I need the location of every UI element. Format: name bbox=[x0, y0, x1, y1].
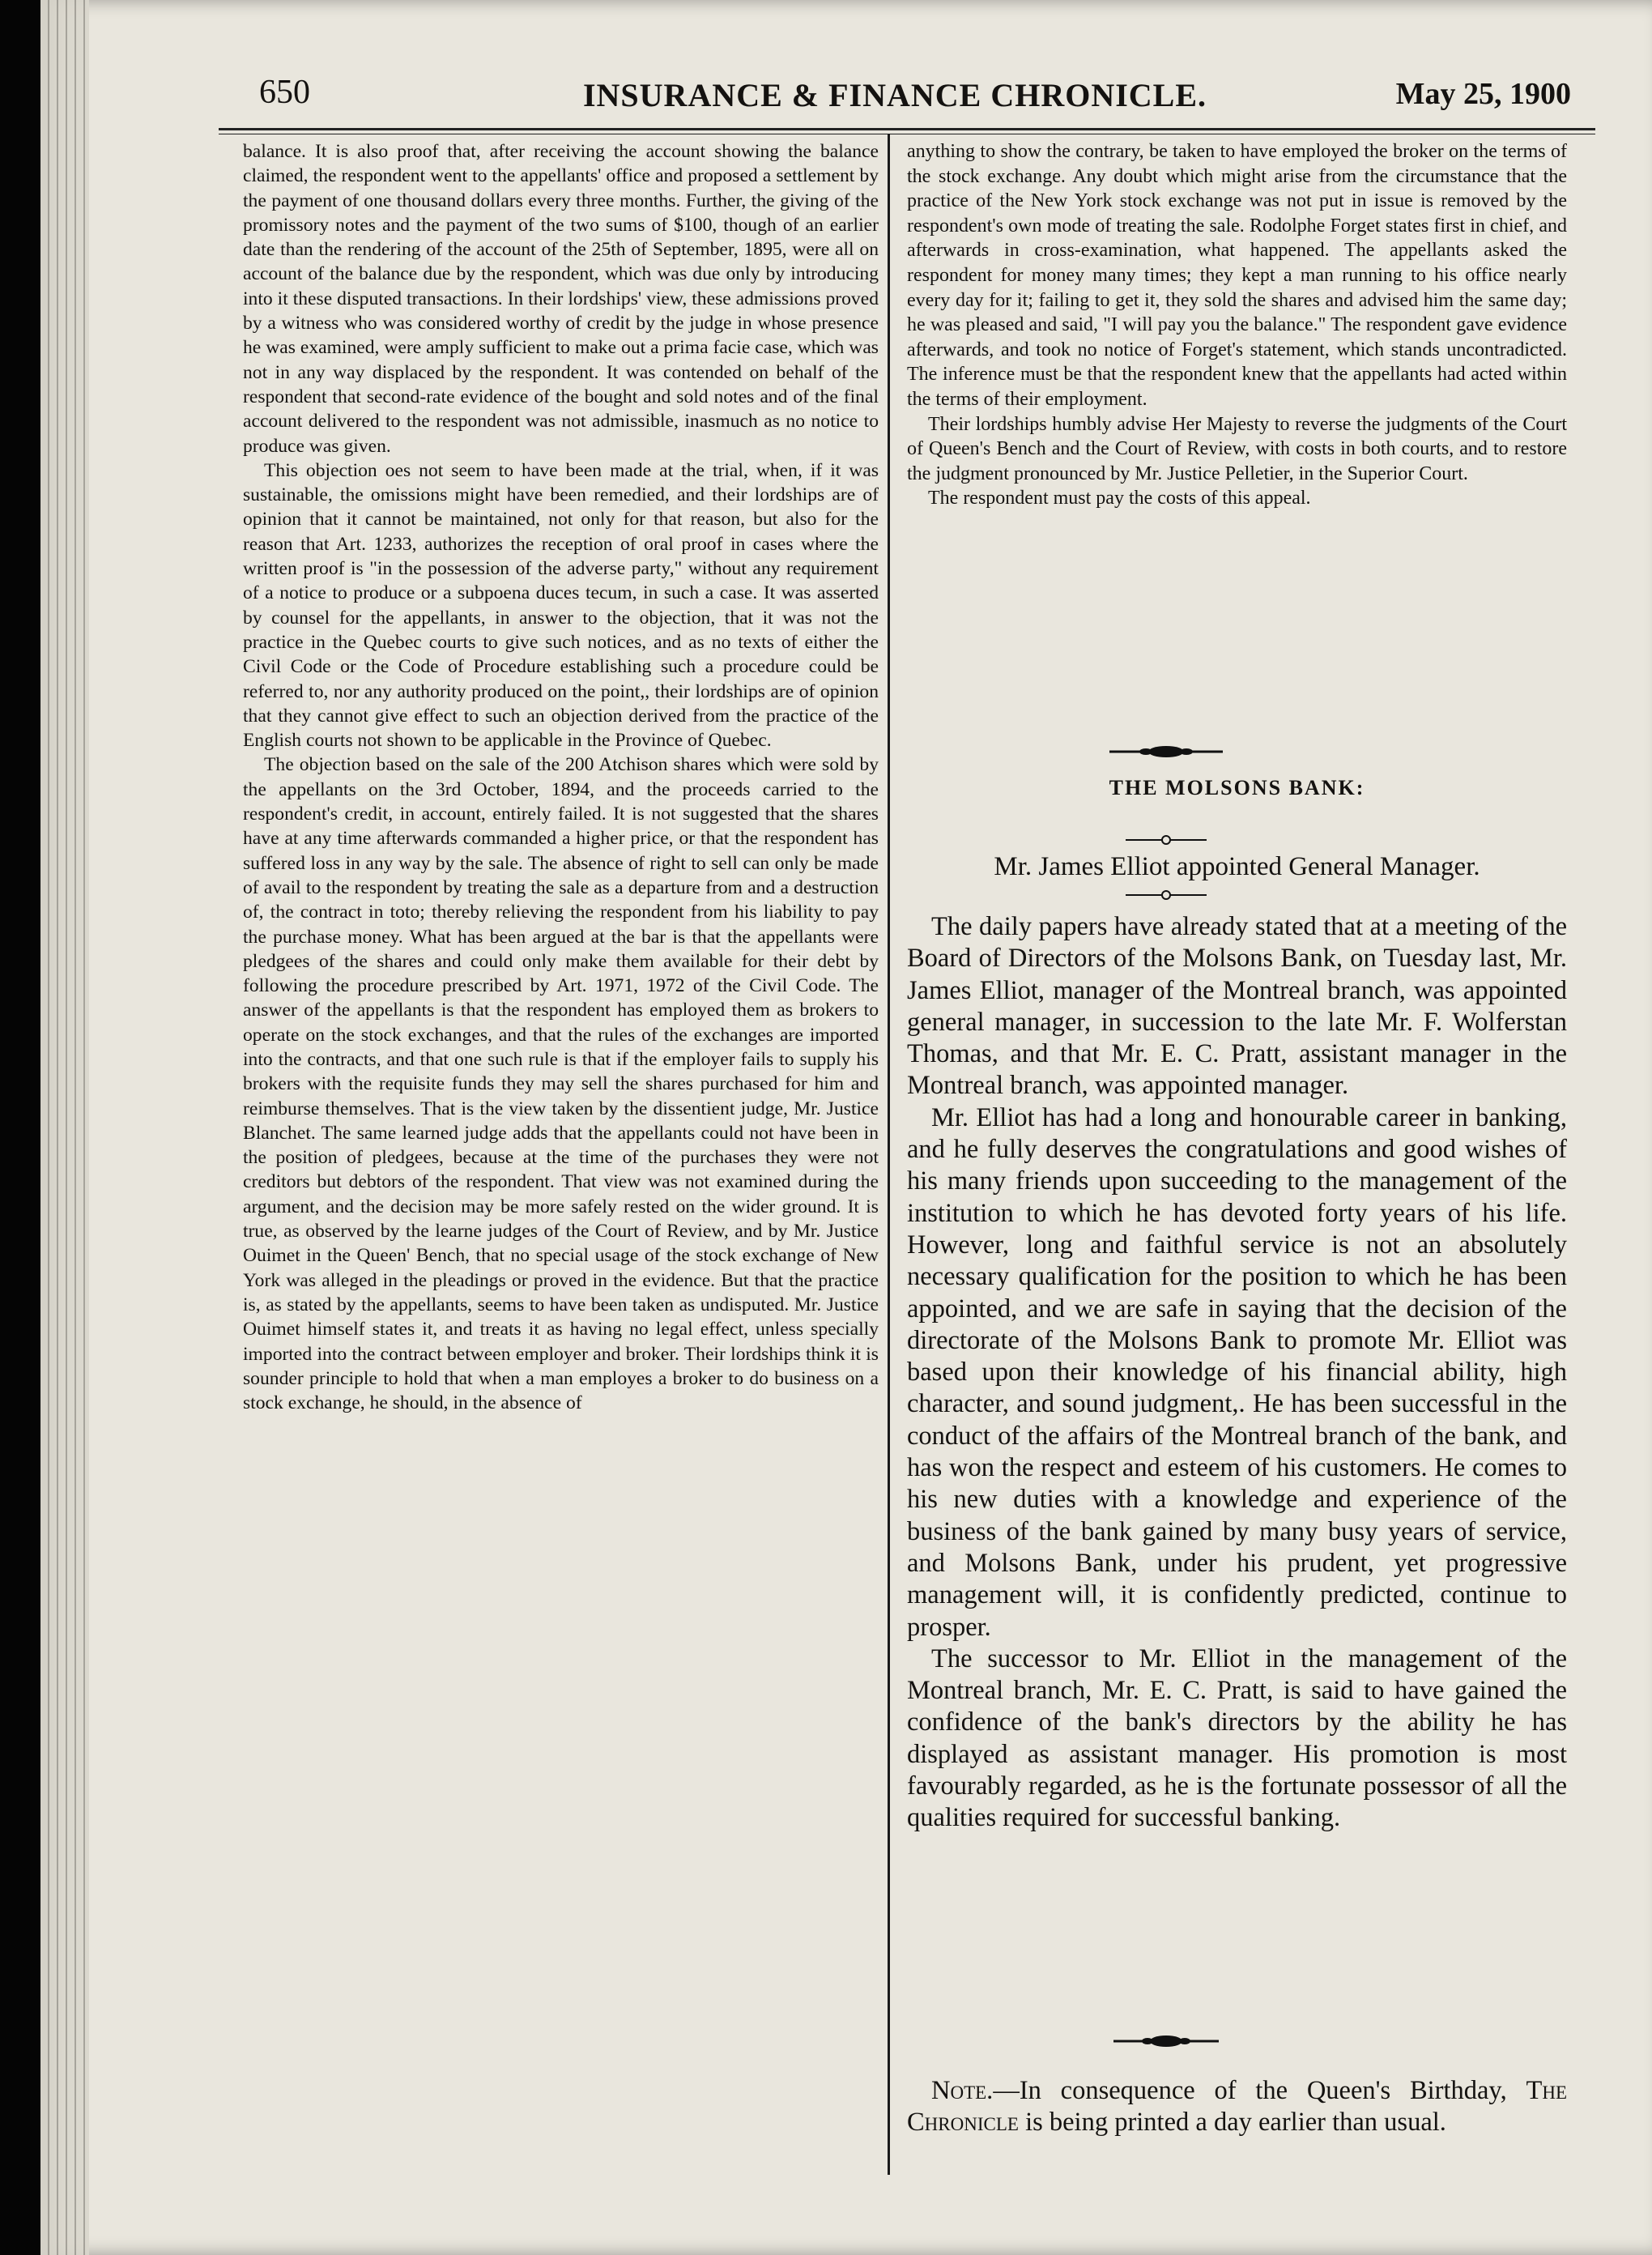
column-divider bbox=[888, 134, 890, 2175]
left-paragraph-2: This objection oes not seem to have been made at the trial, when, if it was sustainable, the omissions might have been remedied, and their lordships are of opinion that it cannot be maintained, not only for that reason, but also for the reason that Art. 1233, authorizes the reception of oral proof in cases where the written proof is "in the possession of the adverse party," without any requirement of a notice to produce or a subpoena duces tecum, in such a case. It was asserted by counsel for the appellants, in answer to the objection, that it was not the practice in the Quebec courts to give such notices, and as no texts of either the Civil Code or the Code of Procedure establishing such a procedure could be referred to, nor any authority produced on the point,, their lordships are of opinion that they cannot give effect to such an objection derived from the practice of the English courts not shown to be applicable in the Province of Quebec. bbox=[243, 459, 879, 752]
right-column-top bbox=[907, 139, 1567, 511]
page-edge-shadow bbox=[40, 0, 89, 2255]
right-paragraph-1: anything to show the contrary, be taken to have employed the broker on the terms of the stock exchange. Any doubt which might arise from the circumstance that the practice of the New York stock exchange was not put in issue is removed by the respondent's own mode of treating the sale. Rodolphe Forget states first in chief, and afterwards in cross-examination, what happened. The appellants asked the respondent for money many times; they kept a man running to his office nearly every day for it; failing to get it, they sold the shares and advised him the same day; he was pleased and said, "I will pay you the balance." The respondent gave evidence afterwards, and took no notice of Forget's statement, which stands uncontradicted. The inference must be that the respondent knew that the appellants had acted within the terms of their employment. bbox=[907, 141, 1567, 410]
header-rule bbox=[219, 128, 1595, 134]
article-paragraph-3: The successor to Mr. Elliot in the management of the Montreal branch, Mr. E. C. Pratt, is said to have gained the confidence of the bank's directors by the ability he has displayed as assistant manager. His promotion is most favourably regarded, as he is the fortunate possessor of all the qualities required for successful banking. bbox=[907, 1643, 1567, 1833]
article-paragraph-1: The daily papers have already stated that at a meeting of the Board of Directors of the Molsons Bank, on Tuesday last, Mr. James Elliot, manager of the Montreal branch, was appointed general manager, in succession to the late Mr. F. Wolferstan Thomas, and that Mr. E. C. Pratt, assistant manager in the Montreal branch, was appointed manager. bbox=[907, 912, 1567, 1101]
ornament-divider-icon bbox=[1109, 744, 1223, 760]
small-rule-icon bbox=[1126, 834, 1207, 846]
page-header bbox=[219, 73, 1571, 121]
journal-title: INSURANCE & FINANCE CHRONICLE. bbox=[582, 77, 1207, 113]
page-number: 650 bbox=[259, 74, 310, 111]
left-paragraph-1: balance. It is also proof that, after receiving the account showing the balance claimed, the respondent went to the appellants' office and proposed a settlement by the payment of one thousand dollars every three months. Further, the giving of the promissory notes and the payment of the two sums of $100, though of an earlier date than the rendering of the account of the 25th of September, 1895, were all on account of the balance due by the respondent, which was due only by introducing into it these disputed transactions. In their lordships' view, these admissions proved by a witness who was considered worthy of credit by the judge in whose presence he was examined, were amply sufficient to make out a prima facie case, which was not in any way displaced by the respondent. It was contended on behalf of the respondent that second-rate evidence of the bought and sold notes and of the final account delivered to the respondent was not admissible, inasmuch as no notice to produce was given. bbox=[243, 141, 879, 457]
note-lead: Note. bbox=[931, 2076, 994, 2105]
small-rule-icon bbox=[1126, 889, 1207, 901]
right-paragraph-2: Their lordships humbly advise Her Majesty to reverse the judgments of the Court of Queen's Bench and the Court of Review, with costs in both courts, and to restore the judgment pronounced by Mr. Justice Pelletier, in the Superior Court. bbox=[907, 413, 1567, 484]
editor-note bbox=[907, 2075, 1567, 2139]
left-paragraph-3: The objection based on the sale of the 200 Atchison shares which were sold by the appellants on the 3rd October, 1894, and the proceeds carried to the respondent's credit, in account, entirely failed. It is not suggested that the shares have at any time afterwards commanded a higher price, or that the respondent has suffered loss in any way by the sale. The absence of right to sell can only be made of avail to the respondent by treating the sale as a departure from and a destruction of, the contract in toto; thereby relieving the respondent from his liability to pay the purchase money. What has been argued at the bar is that the appellants were pledgees of the shares and could only make them available for their debt by following the procedure prescribed by Art. 1971, 1972 of the Civil Code. The answer of the appellants is that the respondent has employed them as brokers to operate on the stock exchanges, and that the rules of the exchanges are imported into the contracts, and that one such rule is that if the employer fails to supply his brokers with the requisite funds they may sell the shares purchased for him and reimburse themselves. That is the view taken by the dissentient judge, Mr. Justice Blanchet. The same learned judge adds that the appellants could not have been in the position of pledgees, because at the time of the purchases they were not creditors but debtors of the respondent. That view was not examined during the argument, and the decision may be more safely rested on the wider ground. It is true, as observed by the learne judges of the Court of Review, and by Mr. Justice Ouimet in the Queen' Bench, that no special usage of the stock exchange of New York was alleged in the pleadings or proved in the evidence. But that the practice is, as stated by the appellants, seems to have been taken as undisputed. Mr. Justice Ouimet himself states it, and treats it as having no legal effect, unless specially imported into the contract between employer and broker. Their lordships think it is sounder principle to hold that when a man employes a broker to do business on a stock exchange, he should, in the absence of bbox=[243, 754, 879, 1414]
right-paragraph-3: The respondent must pay the costs of this appeal. bbox=[928, 488, 1311, 509]
left-column bbox=[243, 139, 879, 1415]
article-paragraph-2: Mr. Elliot has had a long and honourable career in banking, and he fully deserves the congratulations and good wishes of his many friends upon succeeding to the management of the institution to which he has devoted forty years of his life. However, long and faithful service is not an absolutely necessary qualification for the position to which he has been appointed, and we are safe in saying that the decision of the directorate of the Molsons Bank to promote Mr. Elliot was based upon their knowledge of his financial ability, high character, and sound judgment,. He has been successful in the conduct of the affairs of the Montreal branch of the bank, and has won the respect and esteem of his customers. He comes to his new duties with a knowledge and experience of the business of the bank gained by many busy years of service, and Molsons Bank, under his prudent, yet progressive management will, it is confidently predicted, continue to prosper. bbox=[907, 1102, 1567, 1642]
note-chronicle: The Chronicle bbox=[907, 2076, 1568, 2138]
issue-date: May 25, 1900 bbox=[1395, 77, 1571, 111]
article-subtitle: Mr. James Elliot appointed General Manager. bbox=[994, 852, 1480, 881]
note-text: —In consequence of the Queen's Birthday, bbox=[993, 2076, 1507, 2105]
note-rest: is being printed a day earlier than usual. bbox=[1018, 2108, 1446, 2138]
section-title: THE MOLSONS BANK: bbox=[1109, 776, 1365, 799]
article-body bbox=[907, 911, 1567, 1835]
ornament-divider-icon bbox=[1113, 2033, 1219, 2049]
